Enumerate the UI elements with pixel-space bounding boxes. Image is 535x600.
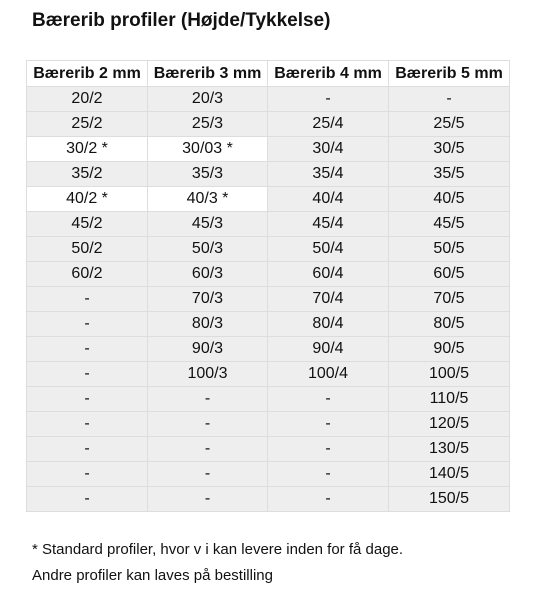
table-cell: 90/4 (268, 337, 389, 362)
table-cell: - (268, 87, 389, 112)
table-cell: - (389, 87, 510, 112)
table-cell: 35/2 (27, 162, 148, 187)
table-cell: - (27, 387, 148, 412)
table-cell: 50/4 (268, 237, 389, 262)
table-cell: 100/4 (268, 362, 389, 387)
table-cell: - (27, 312, 148, 337)
table-row (27, 287, 510, 312)
table-cell: 25/3 (148, 112, 268, 137)
table-cell: - (148, 487, 268, 512)
table-cell: 40/5 (389, 187, 510, 212)
table-cell: 40/2 * (27, 187, 148, 212)
table-cell: 100/3 (148, 362, 268, 387)
table-cell: 35/5 (389, 162, 510, 187)
table-cell: - (148, 462, 268, 487)
table-cell: - (148, 387, 268, 412)
table-row (27, 112, 510, 137)
table-cell: 30/03 * (148, 137, 268, 162)
table-cell: 25/2 (27, 112, 148, 137)
table-cell: - (268, 487, 389, 512)
table-cell: 20/3 (148, 87, 268, 112)
table-cell: 60/2 (27, 262, 148, 287)
table-cell: - (27, 362, 148, 387)
table-cell: 30/2 * (27, 137, 148, 162)
table-cell: 130/5 (389, 437, 510, 462)
table-cell: 30/5 (389, 137, 510, 162)
table-cell: 70/5 (389, 287, 510, 312)
table-row (27, 87, 510, 112)
table-cell: 30/4 (268, 137, 389, 162)
table-cell: - (148, 437, 268, 462)
table-cell: 90/5 (389, 337, 510, 362)
table-cell: 25/4 (268, 112, 389, 137)
table-cell: - (268, 387, 389, 412)
table-header-row (27, 61, 510, 87)
table-row (27, 412, 510, 437)
custom-order-note: Andre profiler kan laves på bestilling (32, 567, 273, 584)
profile-table (26, 60, 510, 512)
column-header-3mm: Bærerib 3 mm (148, 61, 268, 87)
table-row (27, 387, 510, 412)
table-cell: - (268, 412, 389, 437)
standard-profile-footnote: * Standard profiler, hvor v i kan levere inden for få dage. (32, 541, 404, 558)
table-row (27, 487, 510, 512)
table-cell: - (27, 437, 148, 462)
table-cell: 80/4 (268, 312, 389, 337)
table-cell: 45/2 (27, 212, 148, 237)
table-cell: 110/5 (389, 387, 510, 412)
table-cell: - (27, 412, 148, 437)
column-header-5mm: Bærerib 5 mm (389, 61, 510, 87)
table-cell: 60/5 (389, 262, 510, 287)
column-header-4mm: Bærerib 4 mm (268, 61, 389, 87)
table-cell: 70/3 (148, 287, 268, 312)
table-cell: 140/5 (389, 462, 510, 487)
table-row (27, 312, 510, 337)
table-cell: 40/4 (268, 187, 389, 212)
table-body (27, 87, 510, 512)
table-cell: 150/5 (389, 487, 510, 512)
table-row (27, 437, 510, 462)
table-row (27, 162, 510, 187)
table-cell: - (27, 462, 148, 487)
table-cell: 35/3 (148, 162, 268, 187)
table-cell: 50/5 (389, 237, 510, 262)
column-header-2mm: Bærerib 2 mm (27, 61, 148, 87)
table-cell: 45/4 (268, 212, 389, 237)
table-cell: 45/3 (148, 212, 268, 237)
table-cell: 90/3 (148, 337, 268, 362)
table-row (27, 212, 510, 237)
table-cell: - (27, 487, 148, 512)
table-row (27, 262, 510, 287)
table-row (27, 137, 510, 162)
table-row (27, 462, 510, 487)
table-cell: 50/3 (148, 237, 268, 262)
table-cell: 35/4 (268, 162, 389, 187)
table-row (27, 337, 510, 362)
table-row (27, 187, 510, 212)
table-cell: 50/2 (27, 237, 148, 262)
table-cell: 20/2 (27, 87, 148, 112)
table-cell: 60/4 (268, 262, 389, 287)
table-cell: 40/3 * (148, 187, 268, 212)
table-cell: 80/5 (389, 312, 510, 337)
table-cell: - (27, 287, 148, 312)
table-cell: 80/3 (148, 312, 268, 337)
table-cell: 45/5 (389, 212, 510, 237)
table-cell: 120/5 (389, 412, 510, 437)
table-cell: 25/5 (389, 112, 510, 137)
table-row (27, 362, 510, 387)
table-cell: 60/3 (148, 262, 268, 287)
table-cell: 70/4 (268, 287, 389, 312)
table-cell: - (268, 437, 389, 462)
table-cell: - (148, 412, 268, 437)
table-cell: - (27, 337, 148, 362)
table-row (27, 237, 510, 262)
table-cell: 100/5 (389, 362, 510, 387)
table-cell: - (268, 462, 389, 487)
page-title: Bærerib profiler (Højde/Tykkelse) (32, 10, 331, 31)
